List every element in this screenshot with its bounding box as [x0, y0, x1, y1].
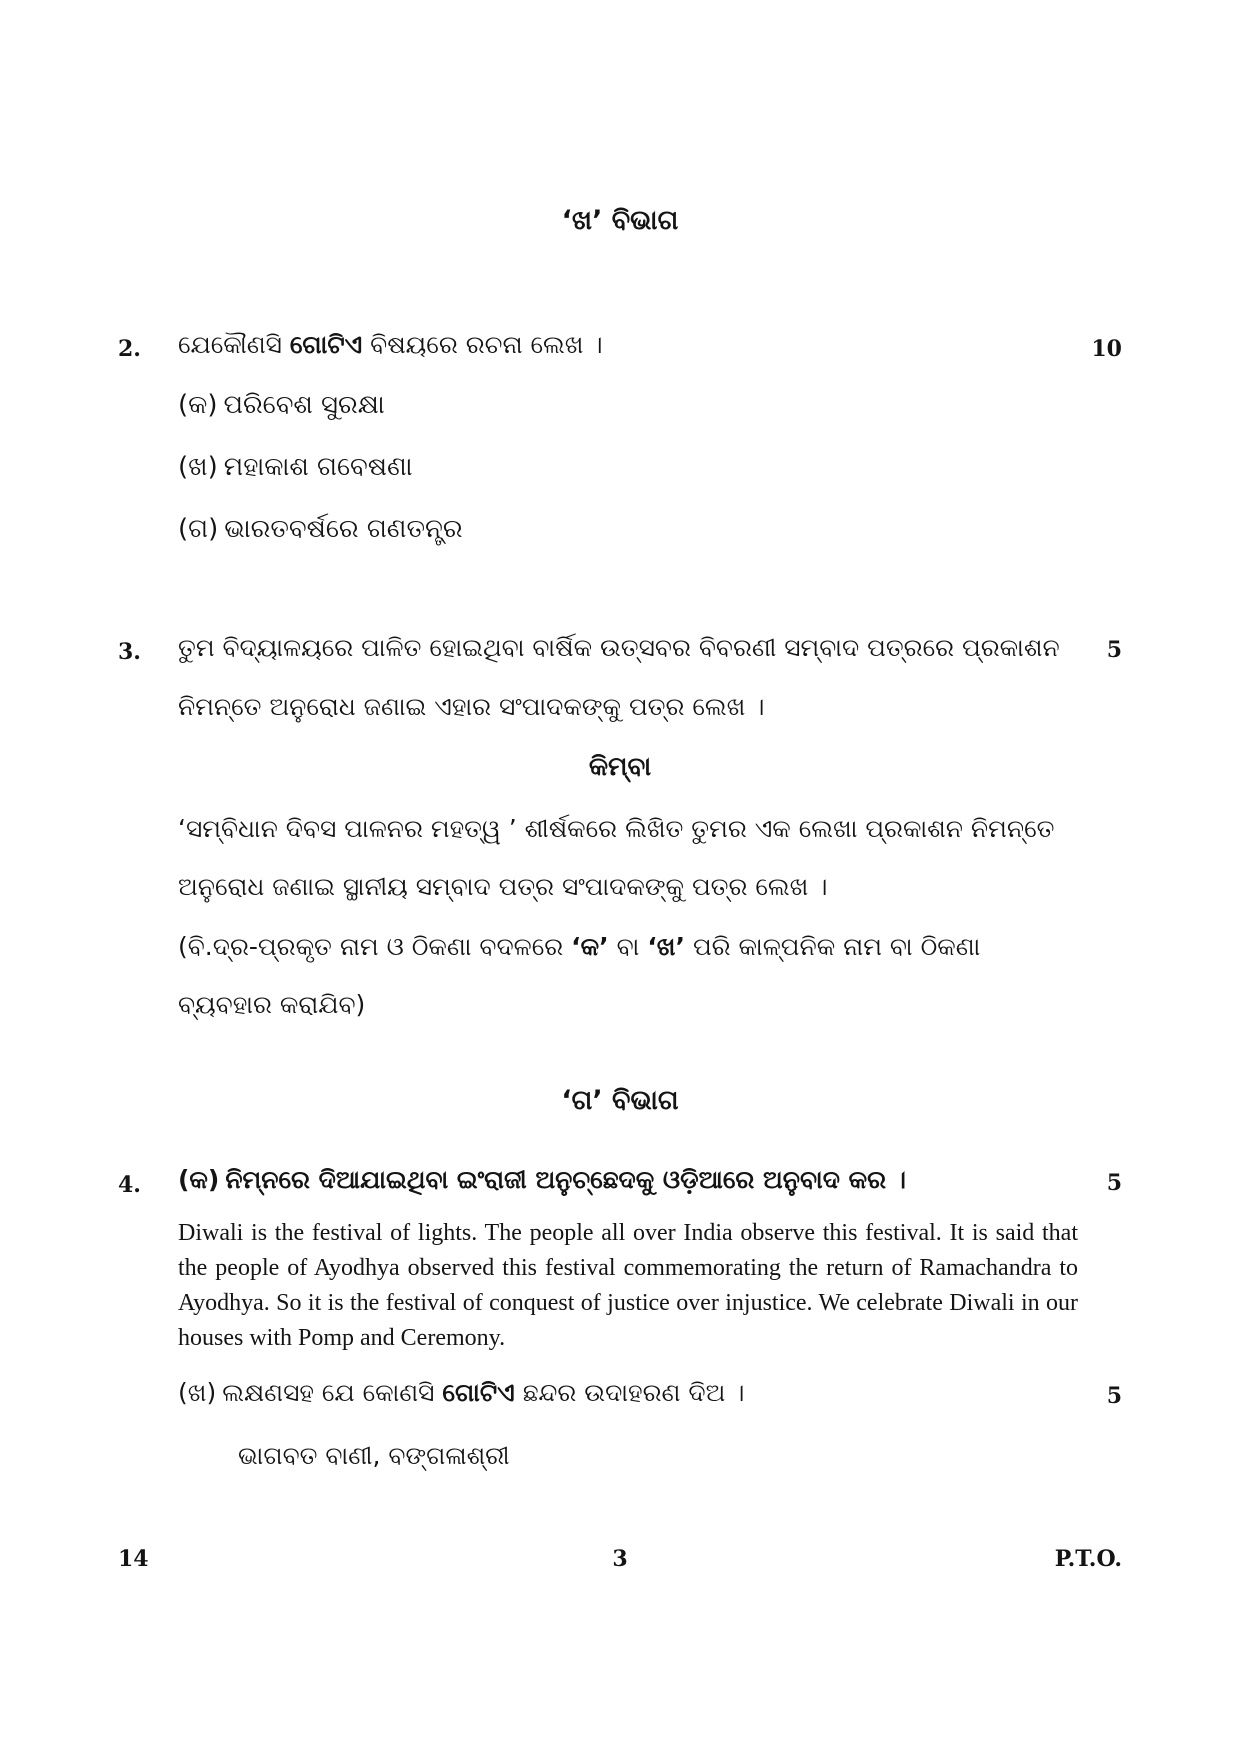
- q3-note-k: ‘କ’: [571, 932, 609, 961]
- section-c-heading: ‘ଗ’ ବିଭାଗ: [561, 1085, 679, 1116]
- q2-option-b: [178, 452, 413, 483]
- q3-line-2: ନିମନ୍ତେ ଅନୁରୋଧ ଜଣାଇ ଏହାର ସଂପାଦକଙ୍କୁ ପତ୍ର ଲେଖ ।: [178, 692, 765, 721]
- q4a-text: [178, 1165, 906, 1195]
- q3-line-1: ତୁମ ବିଦ୍ୟାଳୟରେ ପାଳିତ ହୋଇଥିବା ବାର୍ଷିକ ଉତ୍ସବର ବିବରଣୀ ସମ୍ବାଦ ପତ୍ରରେ ପ୍ରକାଶନ: [178, 633, 1060, 662]
- q3-note-post: ପରି କାଳ୍ପନିକ ନାମ ବା ଠିକଣା: [685, 932, 981, 961]
- q4a-marks: 5: [1106, 1170, 1122, 1196]
- q4b-text-bold: ଗୋଟିଏ: [442, 1378, 515, 1407]
- q4b-text-post: ଛନ୍ଦର ଉଦାହରଣ ଦିଅ ।: [514, 1378, 745, 1407]
- q2-option-c: [178, 514, 463, 545]
- q3-note-line-2: ବ୍ୟବହାର କରାଯିବ): [178, 990, 366, 1019]
- q2-marks: 10: [1091, 336, 1122, 362]
- q4b-label: (ଖ): [178, 1378, 217, 1407]
- q4-number: 4.: [118, 1172, 141, 1198]
- q3-note-pre: (ବି.ଦ୍ର-ପ୍ରକୃତ ନାମ ଓ ଠିକଣା ବଦଳରେ: [178, 932, 572, 961]
- q4a-label: (କ): [178, 1165, 220, 1194]
- q2-text: [178, 330, 603, 360]
- footer-pto: P.T.O.: [1054, 1546, 1122, 1572]
- q3-note-kh: ‘ଖ’: [647, 932, 686, 961]
- q2-option-c-label: (ଗ): [178, 514, 219, 544]
- q3-number: 3.: [118, 639, 141, 665]
- q3-note-line-1: [178, 932, 980, 962]
- q2-text-bold: ଗୋଟିଏ: [289, 330, 363, 359]
- q2-option-a-label: (କ): [178, 390, 218, 420]
- section-b-heading: ‘ଖ’ ବିଭାଗ: [561, 205, 679, 236]
- q2-option-b-text: ମହାକାଶ ଗବେଷଣା: [223, 452, 413, 482]
- footer-code: 14: [118, 1546, 149, 1572]
- q3-alt-line-2: ଅନୁରୋଧ ଜଣାଇ ସ୍ଥାନୀୟ ସମ୍ବାଦ ପତ୍ର ସଂପାଦକଙ୍କୁ ପତ୍ର ଲେଖ ।: [178, 872, 828, 901]
- q2-text-post: ବିଷୟରେ ରଚନା ଲେଖ ।: [362, 330, 603, 359]
- q2-option-c-text: ଭାରତବର୍ଷରେ ଗଣତନ୍ତ୍ର: [224, 514, 463, 544]
- footer-page-number: 3: [612, 1546, 628, 1572]
- q2-option-b-label: (ଖ): [178, 452, 218, 482]
- q3-or: କିମ୍ବା: [588, 752, 652, 782]
- q4b-text: [178, 1378, 745, 1408]
- q4a-passage: Diwali is the festival of lights. The people all over India observe this festival. It is said that the people of Ayodhya observed this festival commemorating the return of Ramachandra to Ayodhya. So it is the festival of conquest of justice over injustice. We celebrate Diwali in our houses with Pomp and Ceremony.: [178, 1220, 1078, 1351]
- q4a-instruction: ନିମ୍ନରେ ଦିଆଯାଇଥିବା ଇଂରାଜୀ ଅନୁଚ୍ଛେଦକୁ ଓଡ଼ିଆରେ ଅନୁବାଦ କର ।: [225, 1165, 907, 1194]
- q3-note-mid: ବା: [608, 932, 648, 961]
- q3-marks: 5: [1106, 637, 1122, 663]
- q4b-sub: ଭାଗବତ ବାଣୀ, ବଙ୍ଗଳାଶ୍ରୀ: [238, 1441, 510, 1470]
- q2-text-pre: ଯେକୌଣସି: [178, 330, 290, 359]
- q2-option-a: [178, 390, 385, 421]
- q3-alt-line-1: ‘ସମ୍ବିଧାନ ଦିବସ ପାଳନର ମହତ୍ୱ ’ ଶୀର୍ଷକରେ ଲିଖିତ ତୁମର ଏକ ଲେଖା ପ୍ରକାଶନ ନିମନ୍ତେ: [178, 814, 1055, 843]
- q2-number: 2.: [118, 336, 141, 362]
- q4b-marks: 5: [1106, 1383, 1122, 1409]
- q2-option-a-text: ପରିବେଶ ସୁରକ୍ଷା: [223, 390, 385, 420]
- q4b-text-pre: ଲକ୍ଷଣସହ ଯେ କୋଣସି: [222, 1378, 443, 1407]
